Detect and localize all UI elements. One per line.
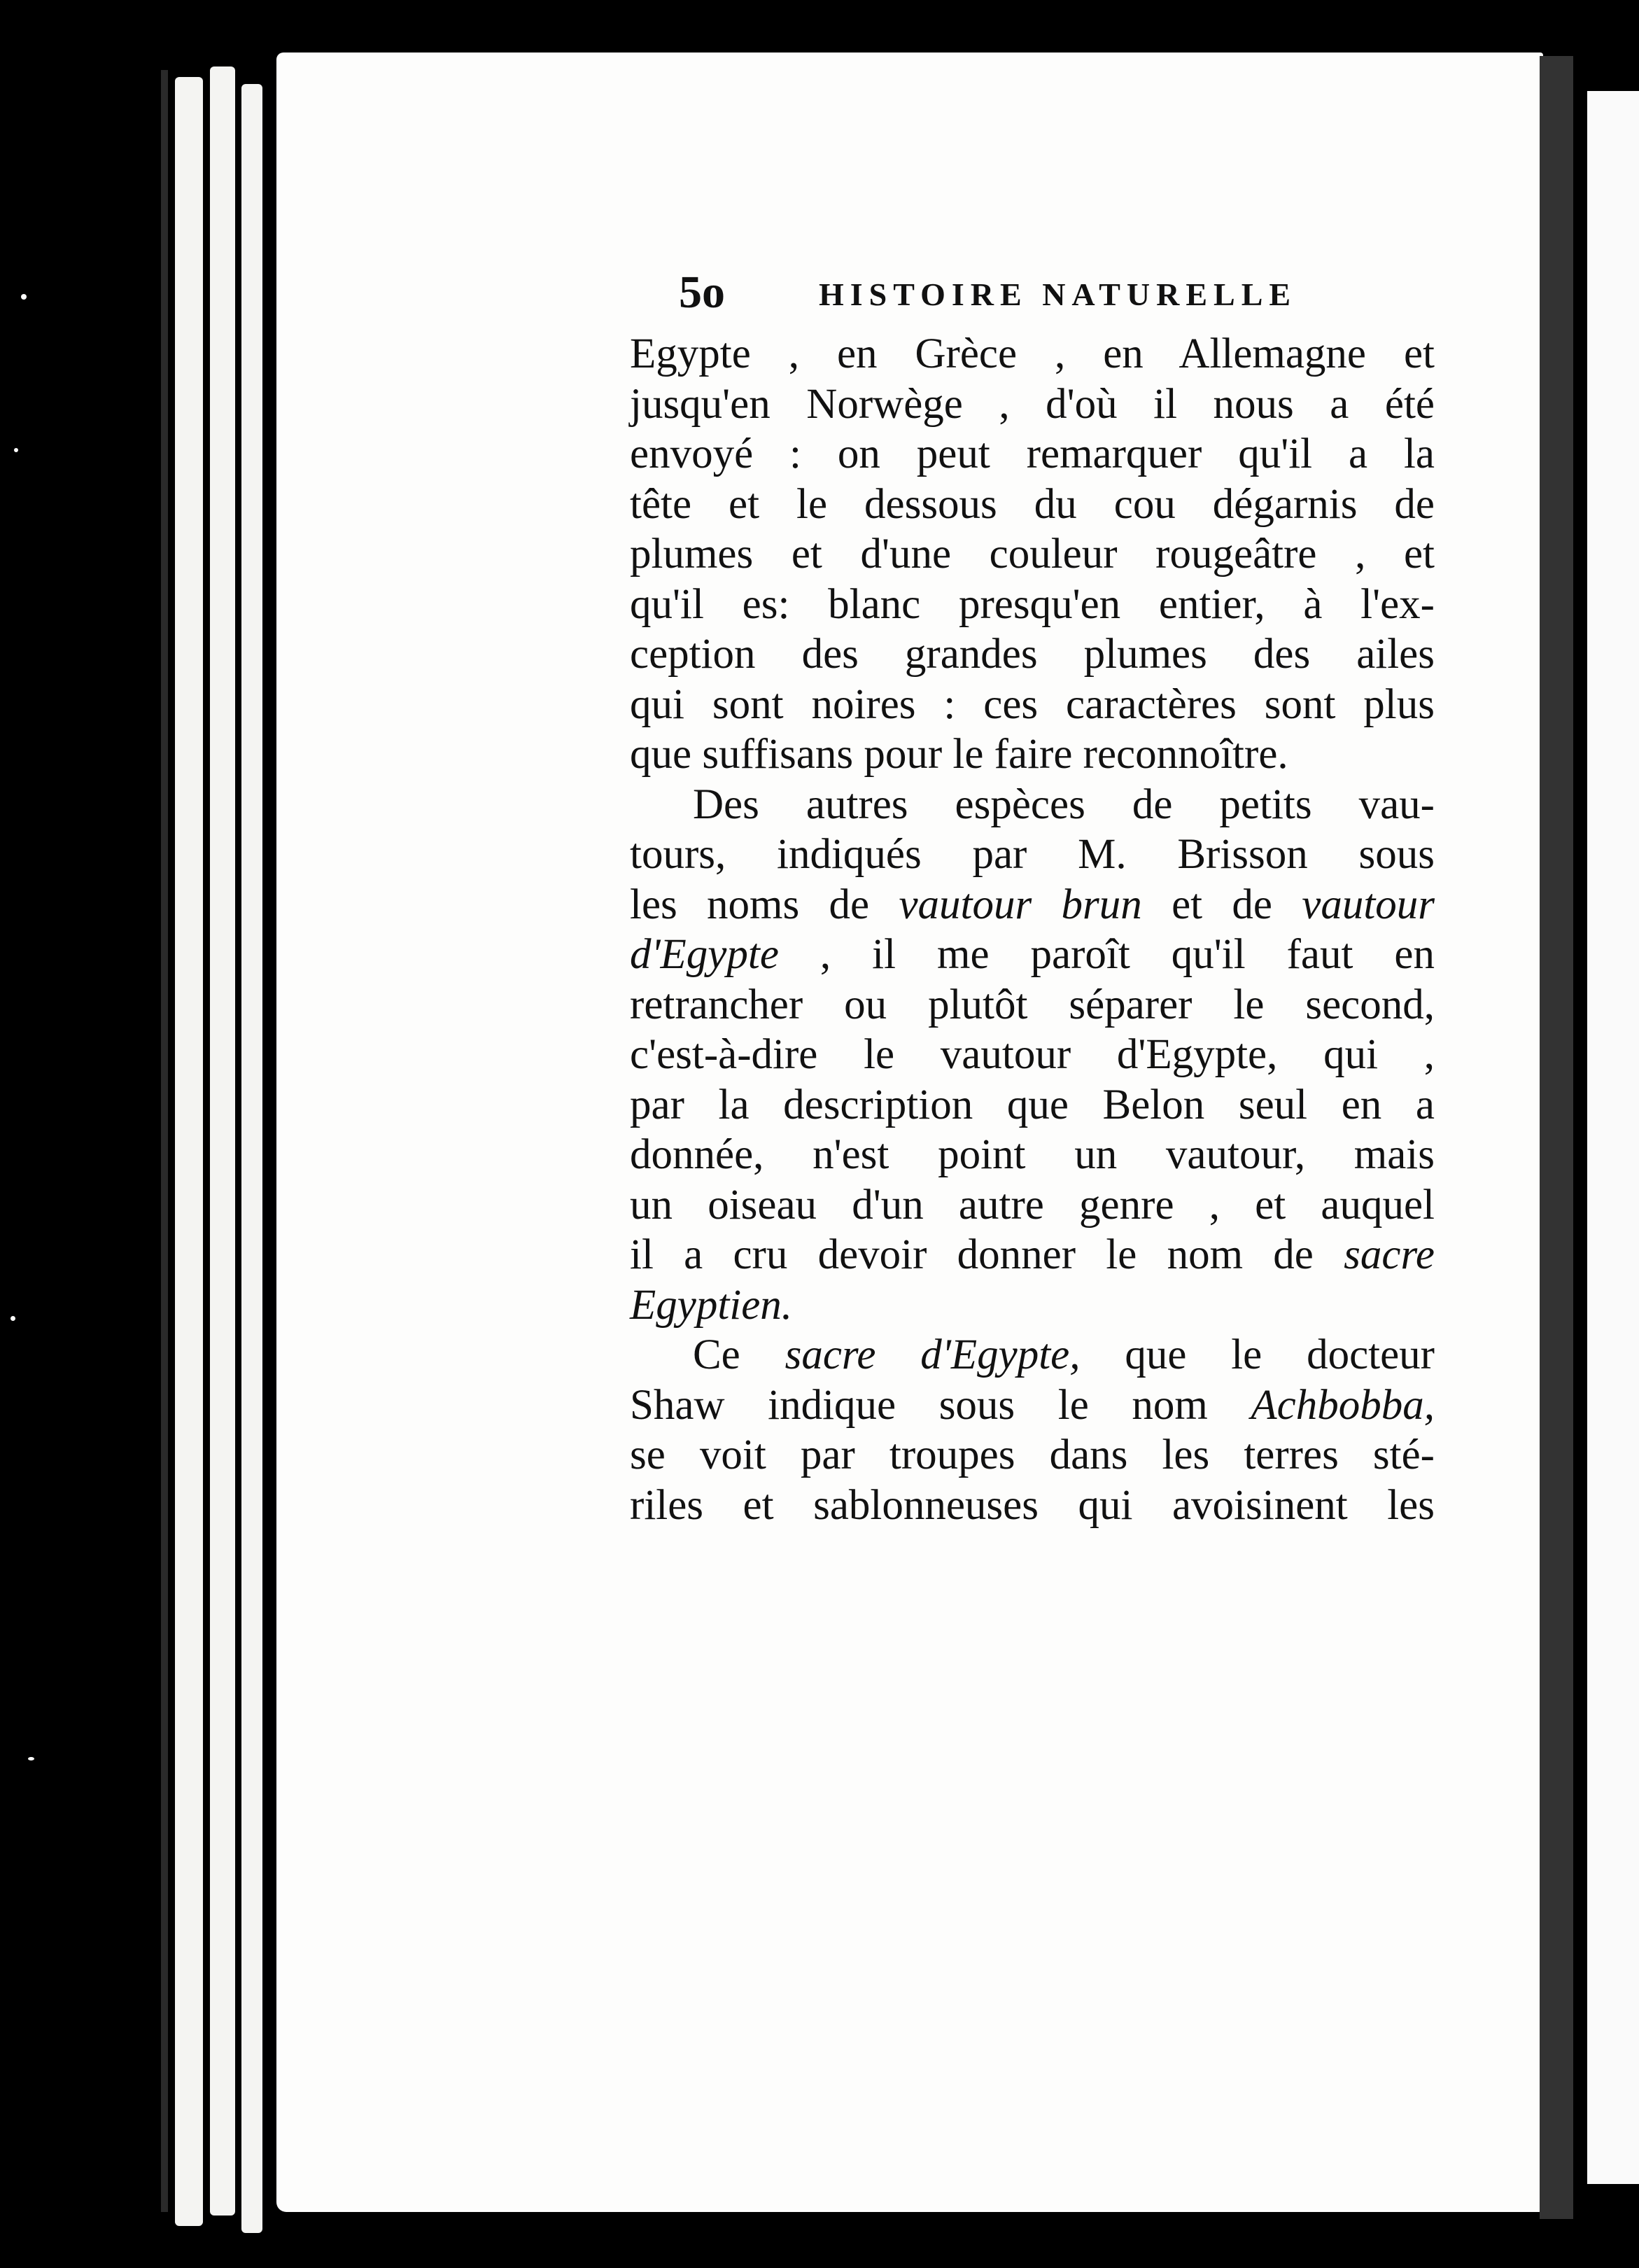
text-fragment: Shaw indique sous le nom — [630, 1381, 1208, 1429]
text-line: qui sont noires : ces caractères sont plus — [630, 680, 1435, 728]
text-line: se voit par troupes dans les terres sté- — [630, 1432, 1435, 1478]
running-title: HISTOIRE NATURELLE — [819, 276, 1297, 312]
italic-term: sacre — [1344, 1231, 1435, 1278]
text-fragment: il a cru devoir donner le nom de — [630, 1231, 1314, 1278]
opposite-page — [1587, 91, 1639, 2184]
text-line-mixed — [630, 1380, 1435, 1431]
page-gutter — [1540, 56, 1573, 2219]
text-line: Egypte , en Grèce , en Allemagne et — [630, 330, 1435, 377]
text-line: Des autres espèces de petits vau- — [693, 780, 1435, 828]
page-number: 5o — [679, 267, 725, 318]
text-line: plumes et d'une couleur rougeâtre , et — [630, 531, 1435, 578]
stacked-page-edge — [241, 84, 262, 2233]
running-head — [679, 266, 1463, 329]
text-line: un oiseau d'un autre genre , et auquel — [630, 1181, 1435, 1228]
text-line-mixed — [630, 930, 1435, 980]
italic-term: vautour brun — [899, 881, 1142, 928]
body-text — [630, 329, 1435, 1530]
text-line: que suffisans pour le faire reconnoître. — [630, 731, 1288, 778]
italic-term: vautour — [1302, 881, 1435, 928]
page-edge-shadow — [161, 70, 168, 2212]
text-line-mixed — [630, 1330, 1435, 1380]
text-fragment: que le docteur — [1125, 1331, 1435, 1378]
scan-speck — [14, 448, 18, 452]
text-fragment: Ce — [693, 1331, 740, 1378]
italic-term: d'Egypte — [630, 931, 779, 978]
stacked-page-edge — [175, 77, 203, 2226]
italic-term: Achbobba, — [1251, 1381, 1435, 1429]
text-fragment: , il me paroît qu'il faut en — [820, 931, 1435, 978]
text-line: tours, indiqués par M. Brisson sous — [630, 831, 1435, 878]
text-fragment: les noms de — [630, 881, 870, 928]
text-line-mixed — [630, 1280, 1435, 1331]
italic-term: Egyptien. — [630, 1281, 793, 1329]
scan-speck — [28, 1757, 34, 1760]
stacked-page-edge — [210, 66, 235, 2216]
text-line: riles et sablonneuses qui avoisinent les — [630, 1481, 1435, 1529]
text-line: envoyé : on peut remarquer qu'il a la — [630, 430, 1435, 477]
text-line: ception des grandes plumes des ailes — [630, 631, 1435, 678]
scan-speck — [10, 1316, 15, 1321]
text-line: qu'il es: blanc presqu'en entier, à l'ex- — [630, 580, 1435, 628]
text-line: c'est-à-dire le vautour d'Egypte, qui , — [630, 1031, 1435, 1078]
italic-term: sacre d'Egypte, — [785, 1331, 1081, 1378]
scan-speck — [21, 294, 27, 300]
text-line: par la description que Belon seul en a — [630, 1081, 1435, 1128]
text-line-mixed — [630, 1230, 1435, 1280]
text-line: donnée, n'est point un vautour, mais — [630, 1131, 1435, 1178]
text-line-mixed — [630, 880, 1435, 930]
text-line: retrancher ou plutôt séparer le second, — [630, 981, 1435, 1028]
text-fragment: et de — [1172, 881, 1272, 928]
text-line: tête et le dessous du cou dégarnis de — [630, 480, 1435, 528]
text-line: jusqu'en Norwège , d'où il nous a été — [630, 380, 1435, 428]
